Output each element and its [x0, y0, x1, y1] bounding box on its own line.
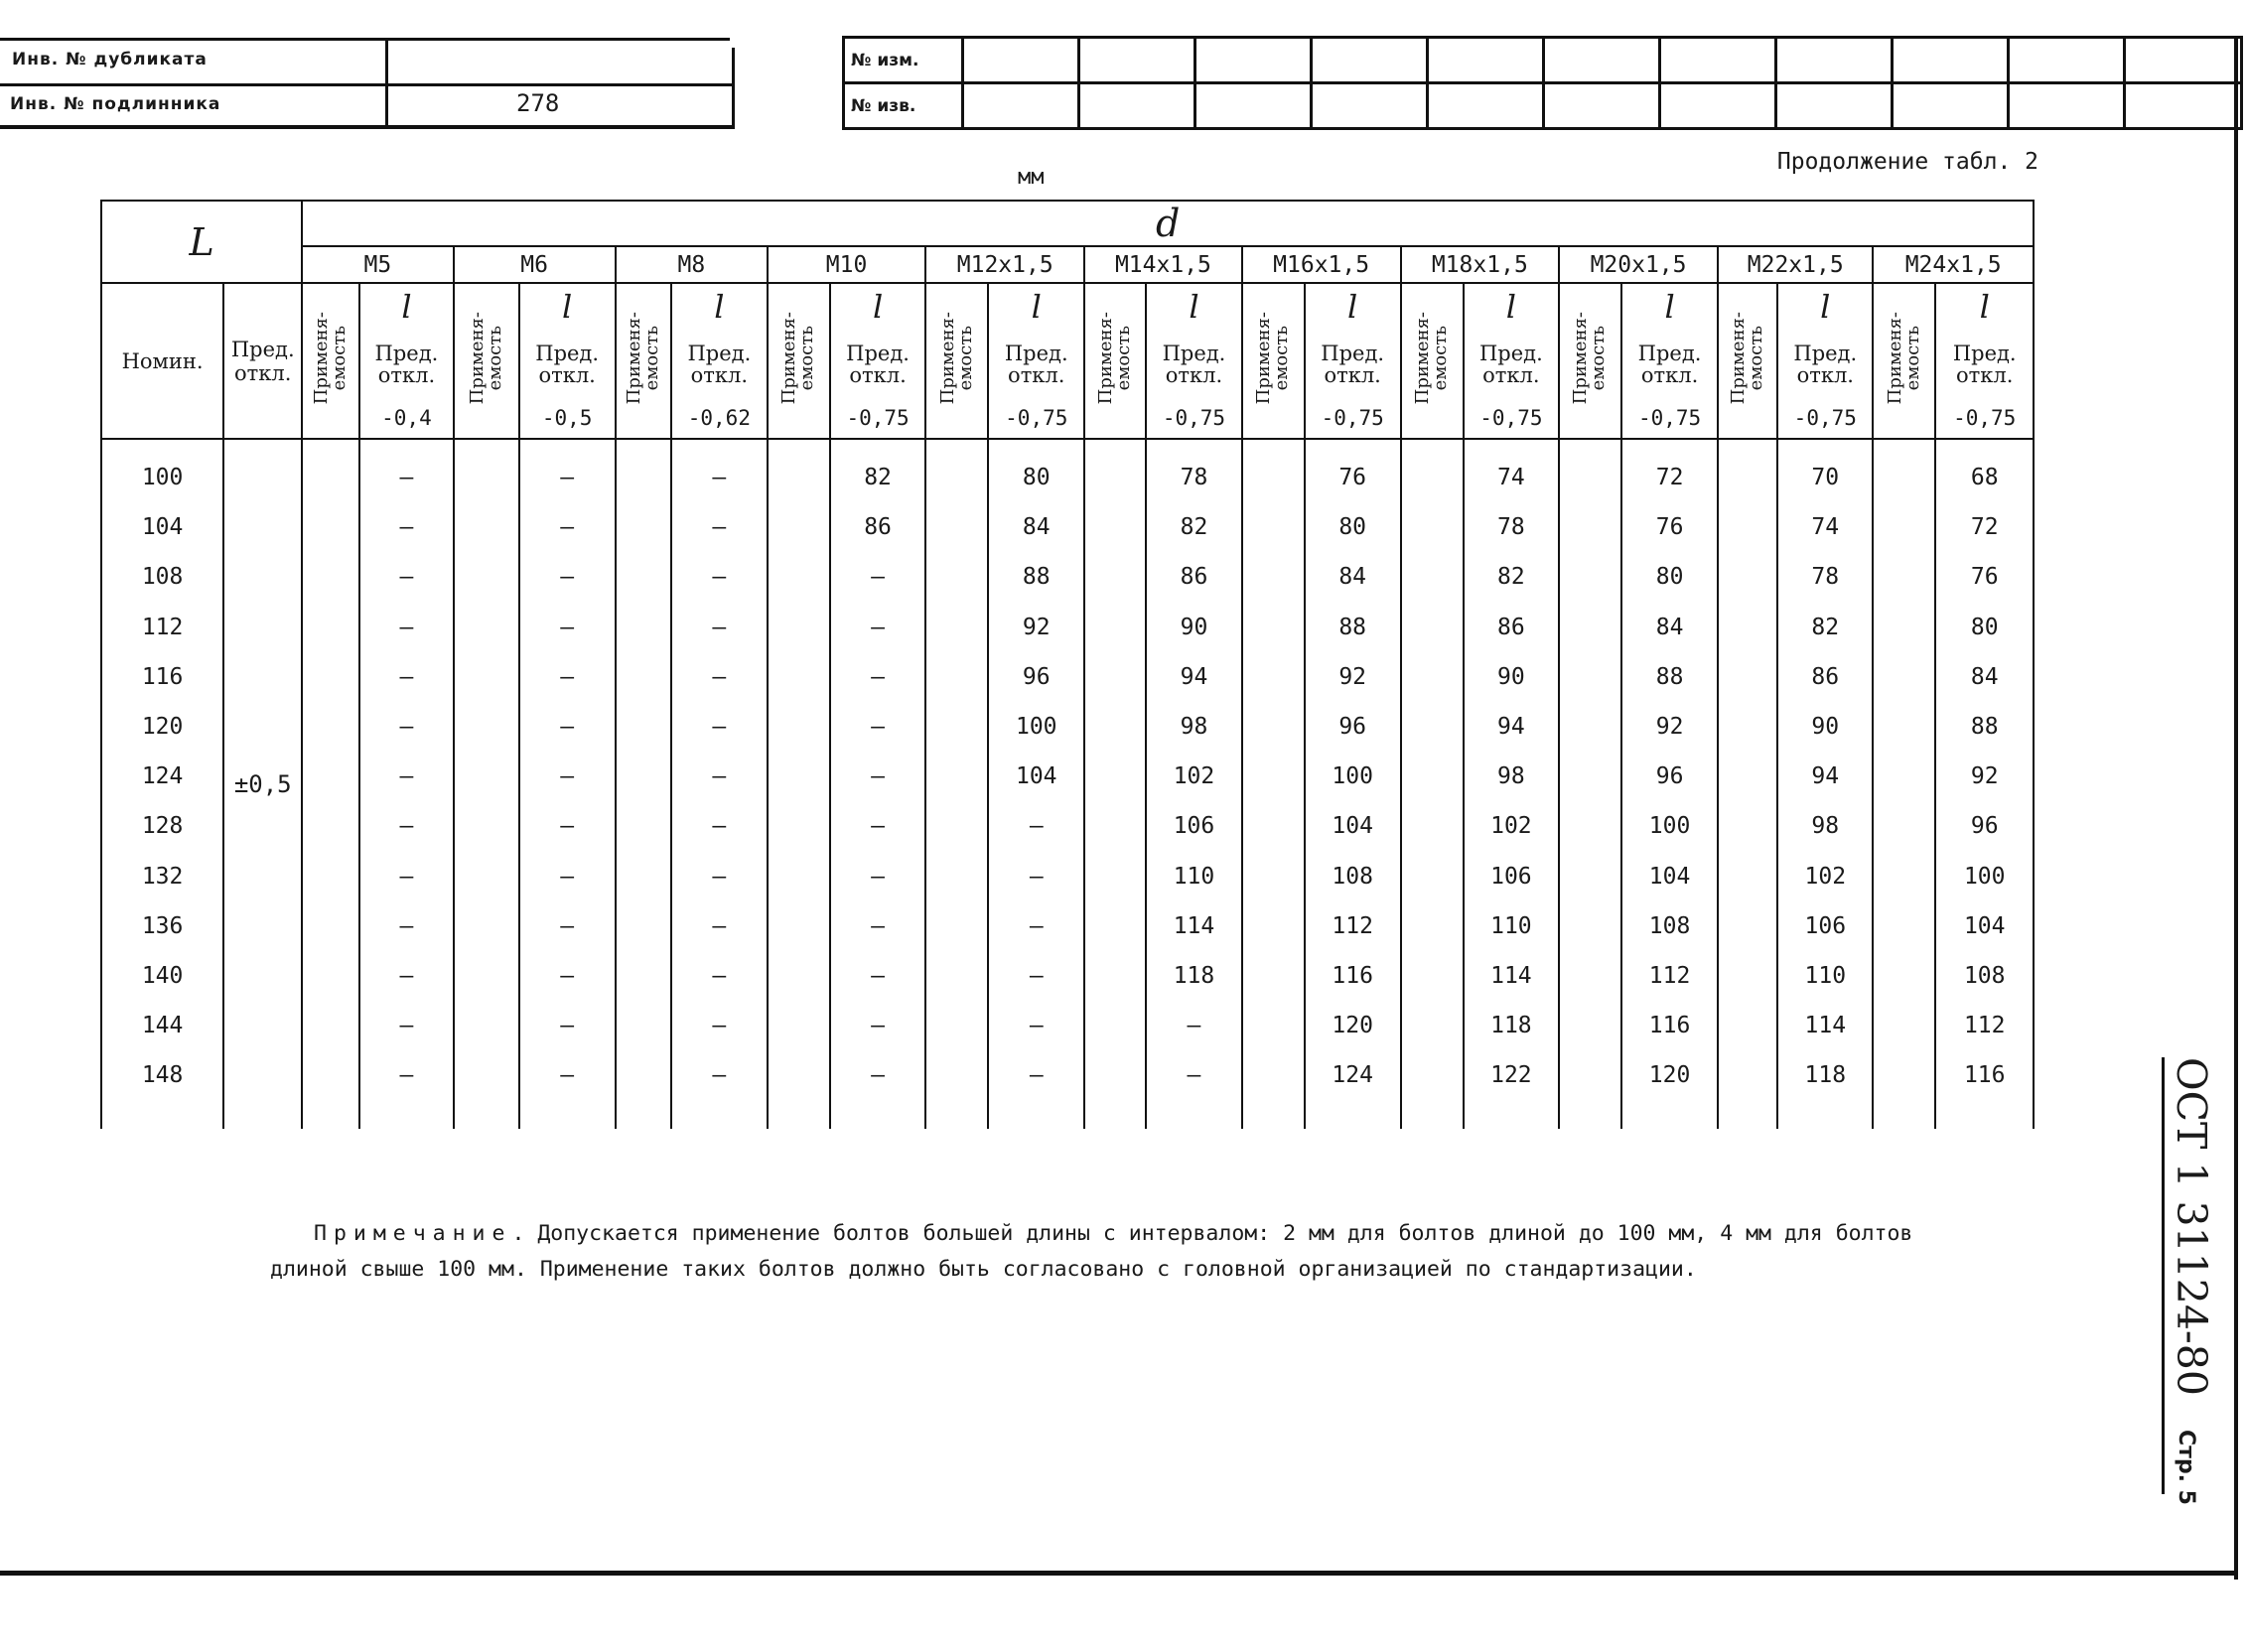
thread-length-header — [1464, 283, 1559, 439]
thread-tolerance-value: -0,62 — [687, 405, 751, 430]
thread-size-header: M22x1,5 — [1718, 246, 1873, 283]
thread-length-value: 118 — [1173, 962, 1215, 989]
thread-length-header — [1305, 283, 1401, 439]
nominal-length-value: 144 — [141, 1013, 184, 1039]
thread-length-column — [1464, 439, 1559, 1129]
thread-length-value: – — [871, 962, 885, 989]
stamp-rule — [0, 38, 730, 41]
length-header: L — [101, 201, 302, 283]
applicability-column — [1873, 439, 1935, 1129]
thread-length-header — [519, 283, 616, 439]
thread-length-value: 94 — [1497, 713, 1525, 740]
thread-length-header — [988, 283, 1084, 439]
applicability-column — [1401, 439, 1464, 1129]
thread-length-value: 106 — [1804, 912, 1847, 939]
stamp-divider — [732, 48, 735, 129]
thread-length-value: – — [560, 863, 575, 890]
page-frame-bottom — [0, 1571, 2238, 1576]
thread-length-value: – — [712, 663, 727, 690]
thread-tolerance-label: Пред. откл. — [1478, 341, 1543, 387]
thread-length-value: 112 — [1963, 1013, 2006, 1039]
duplicate-inventory-label: Инв. № дубликата — [12, 50, 208, 69]
thread-length-value: 94 — [1811, 763, 1840, 790]
thread-length-value: – — [712, 564, 727, 591]
thread-length-column — [1935, 439, 2034, 1129]
thread-tolerance-value: -0,75 — [1321, 405, 1384, 430]
thread-length-value: 104 — [1015, 763, 1057, 790]
thread-length-symbol: l — [1347, 287, 1358, 326]
thread-length-value: – — [871, 713, 885, 740]
thread-length-value: 80 — [1338, 514, 1367, 541]
thread-tolerance-value: -0,75 — [846, 405, 910, 430]
thread-length-value: – — [560, 1062, 575, 1089]
thread-length-value: – — [560, 713, 575, 740]
thread-length-value: 72 — [1655, 465, 1684, 490]
applicability-column — [1084, 439, 1146, 1129]
original-inventory-label: Инв. № подлинника — [10, 94, 221, 114]
thread-tolerance-label: Пред. откл. — [1637, 341, 1702, 387]
thread-length-symbol: l — [714, 287, 725, 326]
thread-length-value: – — [560, 912, 575, 939]
thread-length-value: 88 — [1022, 564, 1051, 591]
stamp-rule — [0, 125, 735, 129]
thread-length-value: 104 — [1648, 863, 1691, 890]
thread-length-value: 90 — [1180, 614, 1208, 640]
thread-length-value: – — [560, 514, 575, 541]
thread-length-column — [1621, 439, 1718, 1129]
thread-length-value: – — [399, 863, 414, 890]
thread-length-value: – — [712, 863, 727, 890]
thread-length-value: 108 — [1332, 863, 1373, 890]
thread-size-header: M10 — [768, 246, 925, 283]
thread-length-value: – — [712, 912, 727, 939]
thread-length-value: 112 — [1648, 962, 1691, 989]
thread-length-header — [671, 283, 768, 439]
thread-length-value: 112 — [1332, 912, 1373, 939]
applicability-header: Применя- емость — [454, 283, 519, 439]
thread-length-value: – — [712, 514, 727, 541]
thread-length-value: – — [399, 663, 414, 690]
applicability-header: Применя- емость — [302, 283, 359, 439]
applicability-column — [768, 439, 830, 1129]
thread-length-header — [1777, 283, 1873, 439]
thread-length-value: 104 — [1963, 912, 2006, 939]
thread-length-value: 116 — [1648, 1013, 1691, 1039]
applicability-header: Применя- емость — [1242, 283, 1305, 439]
thread-size-header: M20x1,5 — [1559, 246, 1718, 283]
length-tolerance-value: ±0,5 — [223, 439, 302, 1129]
thread-length-header — [1935, 283, 2034, 439]
unit-label: мм — [1018, 165, 1045, 190]
thread-length-value: 78 — [1180, 465, 1208, 490]
thread-length-value: – — [1029, 962, 1044, 989]
thread-length-value: – — [399, 962, 414, 989]
nominal-length-value: 140 — [141, 962, 184, 989]
thread-length-value: 114 — [1173, 912, 1215, 939]
thread-tolerance-label: Пред. откл. — [374, 341, 439, 387]
thread-length-value: 92 — [1338, 663, 1367, 690]
thread-length-value: 90 — [1811, 713, 1840, 740]
thread-length-value: – — [871, 663, 885, 690]
thread-length-value: 114 — [1804, 1013, 1847, 1039]
thread-length-value: – — [399, 1062, 414, 1089]
thread-length-value: – — [560, 1013, 575, 1039]
applicability-column — [1242, 439, 1305, 1129]
thread-tolerance-value: -0,75 — [1162, 405, 1226, 430]
thread-length-header — [359, 283, 453, 439]
thread-length-column — [830, 439, 925, 1129]
thread-length-value: 98 — [1497, 763, 1525, 790]
thread-length-value: – — [712, 962, 727, 989]
thread-length-value: – — [560, 663, 575, 690]
applicability-column — [925, 439, 988, 1129]
thread-length-value: 106 — [1173, 813, 1215, 840]
thread-tolerance-label: Пред. откл. — [535, 341, 600, 387]
thread-length-header — [830, 283, 925, 439]
thread-length-symbol: l — [1505, 287, 1516, 326]
change-number-label: № изм. — [844, 38, 963, 83]
thread-length-value: – — [712, 1062, 727, 1089]
nominal-length-value: 100 — [141, 465, 184, 490]
applicability-header: Применя- емость — [1559, 283, 1621, 439]
thread-length-value: 94 — [1180, 663, 1208, 690]
thread-length-value: 100 — [1332, 763, 1373, 790]
thread-length-value: 106 — [1490, 863, 1532, 890]
thread-length-value: 100 — [1963, 863, 2006, 890]
thread-tolerance-label: Пред. откл. — [687, 341, 752, 387]
applicability-header: Применя- емость — [768, 283, 830, 439]
thread-length-value: 76 — [1655, 514, 1684, 541]
thread-tolerance-label: Пред. откл. — [1321, 341, 1385, 387]
thread-length-value: 80 — [1022, 465, 1051, 490]
thread-length-value: – — [1187, 1062, 1201, 1089]
thread-length-value: 84 — [1338, 564, 1367, 591]
thread-length-value: – — [560, 763, 575, 790]
thread-length-value: 86 — [1180, 564, 1208, 591]
thread-size-header: M6 — [454, 246, 616, 283]
nominal-length-value: 120 — [141, 713, 184, 740]
thread-tolerance-value: -0,75 — [1637, 405, 1702, 430]
thread-length-value: 98 — [1811, 813, 1840, 840]
designation-rule — [2162, 1057, 2165, 1494]
thread-length-value: 118 — [1490, 1013, 1532, 1039]
thread-length-symbol: l — [562, 287, 573, 326]
thread-tolerance-value: -0,75 — [1479, 405, 1543, 430]
thread-length-value: – — [560, 614, 575, 640]
thread-length-value: 100 — [1015, 713, 1057, 740]
thread-length-value: 98 — [1180, 713, 1208, 740]
thread-length-value: 78 — [1811, 564, 1840, 591]
thread-length-value: – — [871, 1062, 885, 1089]
thread-length-column — [988, 439, 1084, 1129]
thread-size-header: M5 — [302, 246, 453, 283]
thread-length-value: – — [560, 813, 575, 840]
notice-number-label: № изв. — [844, 83, 963, 129]
thread-size-header: M18x1,5 — [1401, 246, 1559, 283]
thread-length-value: – — [1187, 1013, 1201, 1039]
thread-length-symbol: l — [1664, 287, 1675, 326]
applicability-column — [302, 439, 359, 1129]
thread-length-value: – — [712, 614, 727, 640]
thread-length-value: – — [1029, 1013, 1044, 1039]
thread-length-value: – — [712, 813, 727, 840]
thread-tolerance-label: Пред. откл. — [1952, 341, 2017, 387]
document-designation — [2160, 1057, 2219, 1504]
applicability-header: Применя- емость — [1873, 283, 1935, 439]
thread-length-value: – — [560, 564, 575, 591]
thread-length-header — [1146, 283, 1241, 439]
thread-length-value: – — [399, 1013, 414, 1039]
thread-tolerance-value: -0,4 — [381, 405, 432, 430]
note-text: . Допускается применение болтов большей длины с интервалом: 2 мм для болтов длиной до 100 мм, 4 мм для болтов длиной свыше 100 мм. Применение таких болтов должно быть согласовано с головной организацией по стандартизации. — [270, 1221, 1913, 1282]
applicability-column — [1718, 439, 1777, 1129]
table-continuation-caption: Продолжение табл. 2 — [1776, 149, 2038, 175]
applicability-column — [1559, 439, 1621, 1129]
thread-length-value: – — [871, 614, 885, 640]
thread-length-value: 116 — [1963, 1062, 2006, 1089]
thread-length-value: – — [560, 962, 575, 989]
thread-length-value: 96 — [1338, 713, 1367, 740]
thread-size-header: M12x1,5 — [925, 246, 1084, 283]
applicability-header: Применя- емость — [1084, 283, 1146, 439]
thread-length-column — [671, 439, 768, 1129]
thread-length-value: 92 — [1970, 763, 1999, 790]
nominal-length-value: 128 — [141, 813, 184, 840]
thread-length-symbol: l — [872, 287, 884, 326]
thread-length-value: 124 — [1332, 1062, 1373, 1089]
thread-length-value: – — [871, 1013, 885, 1039]
thread-length-value: 122 — [1490, 1062, 1532, 1089]
thread-length-value: 92 — [1022, 614, 1051, 640]
nominal-header: Номин. — [101, 283, 223, 439]
thread-size-header: M8 — [616, 246, 768, 283]
thread-length-value: – — [399, 465, 414, 490]
thread-length-value: – — [399, 763, 414, 790]
thread-length-value: 84 — [1022, 514, 1051, 541]
thread-length-value: 114 — [1490, 962, 1532, 989]
thread-length-value: 68 — [1970, 465, 1999, 490]
nominal-length-value: 148 — [141, 1062, 184, 1089]
thread-length-value: 120 — [1332, 1013, 1373, 1039]
thread-length-symbol: l — [1820, 287, 1831, 326]
thread-length-value: 116 — [1332, 962, 1373, 989]
revision-grid — [842, 36, 2243, 130]
thread-length-symbol: l — [1031, 287, 1042, 326]
thread-size-header: M14x1,5 — [1084, 246, 1241, 283]
thread-length-value: 82 — [1180, 514, 1208, 541]
thread-length-value: – — [399, 912, 414, 939]
thread-length-value: – — [871, 863, 885, 890]
table-note — [270, 1216, 1933, 1288]
thread-length-value: 74 — [1497, 465, 1525, 490]
thread-length-symbol: l — [1979, 287, 1990, 326]
thread-length-value: 88 — [1655, 663, 1684, 690]
thread-length-value: 86 — [1497, 614, 1525, 640]
diameter-header: d — [302, 201, 2034, 246]
thread-length-value: 88 — [1338, 614, 1367, 640]
thread-length-value: – — [399, 713, 414, 740]
thread-tolerance-value: -0,5 — [541, 405, 593, 430]
thread-length-value: – — [871, 813, 885, 840]
thread-length-value: 102 — [1804, 863, 1847, 890]
thread-length-value: – — [712, 465, 727, 490]
thread-length-value: 96 — [1655, 763, 1684, 790]
thread-length-value: 72 — [1970, 514, 1999, 541]
nominal-length-value: 108 — [141, 564, 184, 591]
thread-tolerance-label: Пред. откл. — [1004, 341, 1068, 387]
thread-length-value: 76 — [1338, 465, 1367, 490]
thread-length-value: 84 — [1655, 614, 1684, 640]
applicability-header: Применя- емость — [616, 283, 671, 439]
nominal-length-value: 124 — [141, 763, 184, 790]
stamp-divider — [385, 38, 388, 129]
thread-length-value: – — [1029, 1062, 1044, 1089]
thread-length-value: 82 — [1497, 564, 1525, 591]
thread-length-value: – — [871, 564, 885, 591]
thread-length-value: 70 — [1811, 465, 1840, 490]
thread-tolerance-label: Пред. откл. — [846, 341, 910, 387]
thread-length-value: 120 — [1648, 1062, 1691, 1089]
thread-tolerance-label: Пред. откл. — [1793, 341, 1858, 387]
applicability-header: Применя- емость — [925, 283, 988, 439]
thread-length-column — [519, 439, 616, 1129]
thread-length-value: 82 — [1811, 614, 1840, 640]
page-frame-right — [2234, 36, 2238, 1580]
thread-length-value: – — [1029, 863, 1044, 890]
thread-length-value: 74 — [1811, 514, 1840, 541]
thread-length-value: 118 — [1804, 1062, 1847, 1089]
thread-length-value: – — [1029, 912, 1044, 939]
length-tolerance-header: Пред. откл. — [223, 283, 302, 439]
original-inventory-value: 278 — [516, 89, 560, 117]
nominal-length-value: 136 — [141, 912, 184, 939]
nominal-length-value: 112 — [141, 614, 184, 640]
nominal-length-value: 116 — [141, 663, 184, 690]
thread-length-value: 76 — [1970, 564, 1999, 591]
thread-length-symbol: l — [1189, 287, 1199, 326]
thread-tolerance-value: -0,75 — [1793, 405, 1857, 430]
stamp-rule — [0, 83, 735, 86]
applicability-column — [616, 439, 671, 1129]
nominal-length-value: 132 — [141, 863, 184, 890]
thread-length-header — [1621, 283, 1718, 439]
thread-length-value: – — [712, 763, 727, 790]
thread-length-value: 84 — [1970, 663, 1999, 690]
thread-size-header: M16x1,5 — [1242, 246, 1401, 283]
thread-length-value: 86 — [1811, 663, 1840, 690]
thread-length-value: – — [1029, 813, 1044, 840]
thread-length-value: – — [871, 763, 885, 790]
thread-size-header: M24x1,5 — [1873, 246, 2034, 283]
thread-length-value: 108 — [1648, 912, 1691, 939]
thread-length-value: – — [399, 514, 414, 541]
applicability-header: Применя- емость — [1401, 283, 1464, 439]
thread-length-value: 104 — [1332, 813, 1373, 840]
thread-length-value: 86 — [864, 514, 892, 541]
thread-length-value: 82 — [864, 465, 892, 490]
thread-tolerance-value: -0,75 — [1953, 405, 2017, 430]
thread-length-value: 80 — [1970, 614, 1999, 640]
nominal-length-value: 104 — [141, 514, 184, 541]
thread-length-value: 96 — [1022, 663, 1051, 690]
thread-length-value: – — [560, 465, 575, 490]
thread-length-value: 102 — [1490, 813, 1532, 840]
thread-length-value: 100 — [1648, 813, 1691, 840]
thread-length-value: 80 — [1655, 564, 1684, 591]
applicability-header: Применя- емость — [1718, 283, 1777, 439]
thread-length-value: 110 — [1173, 863, 1215, 890]
thread-length-value: – — [871, 912, 885, 939]
thread-length-value: 96 — [1970, 813, 1999, 840]
thread-length-value: 110 — [1490, 912, 1532, 939]
thread-length-value: 108 — [1963, 962, 2006, 989]
thread-length-column — [1305, 439, 1401, 1129]
thread-length-value: – — [399, 564, 414, 591]
nominal-length-column — [101, 439, 223, 1129]
thread-length-value: – — [712, 713, 727, 740]
standard-code: ОСТ 1 31124-80 — [2168, 1057, 2215, 1396]
thread-length-column — [359, 439, 453, 1129]
thread-length-value: 90 — [1497, 663, 1525, 690]
thread-length-value: – — [399, 614, 414, 640]
thread-length-symbol: l — [401, 287, 412, 326]
thread-tolerance-value: -0,75 — [1005, 405, 1068, 430]
thread-length-column — [1146, 439, 1241, 1129]
thread-length-value: 78 — [1497, 514, 1525, 541]
inventory-stamp — [0, 38, 735, 131]
thread-length-value: 110 — [1804, 962, 1847, 989]
thread-length-value: – — [399, 813, 414, 840]
note-label: Примечание — [314, 1221, 512, 1246]
thread-length-value: 102 — [1173, 763, 1215, 790]
thread-length-column — [1777, 439, 1873, 1129]
thread-length-value: 92 — [1655, 713, 1684, 740]
thread-tolerance-label: Пред. откл. — [1162, 341, 1226, 387]
thread-length-value: 88 — [1970, 713, 1999, 740]
bolt-length-table — [100, 200, 2035, 1129]
page-number: Стр. 5 — [2174, 1430, 2198, 1505]
thread-length-value: – — [712, 1013, 727, 1039]
applicability-column — [454, 439, 519, 1129]
